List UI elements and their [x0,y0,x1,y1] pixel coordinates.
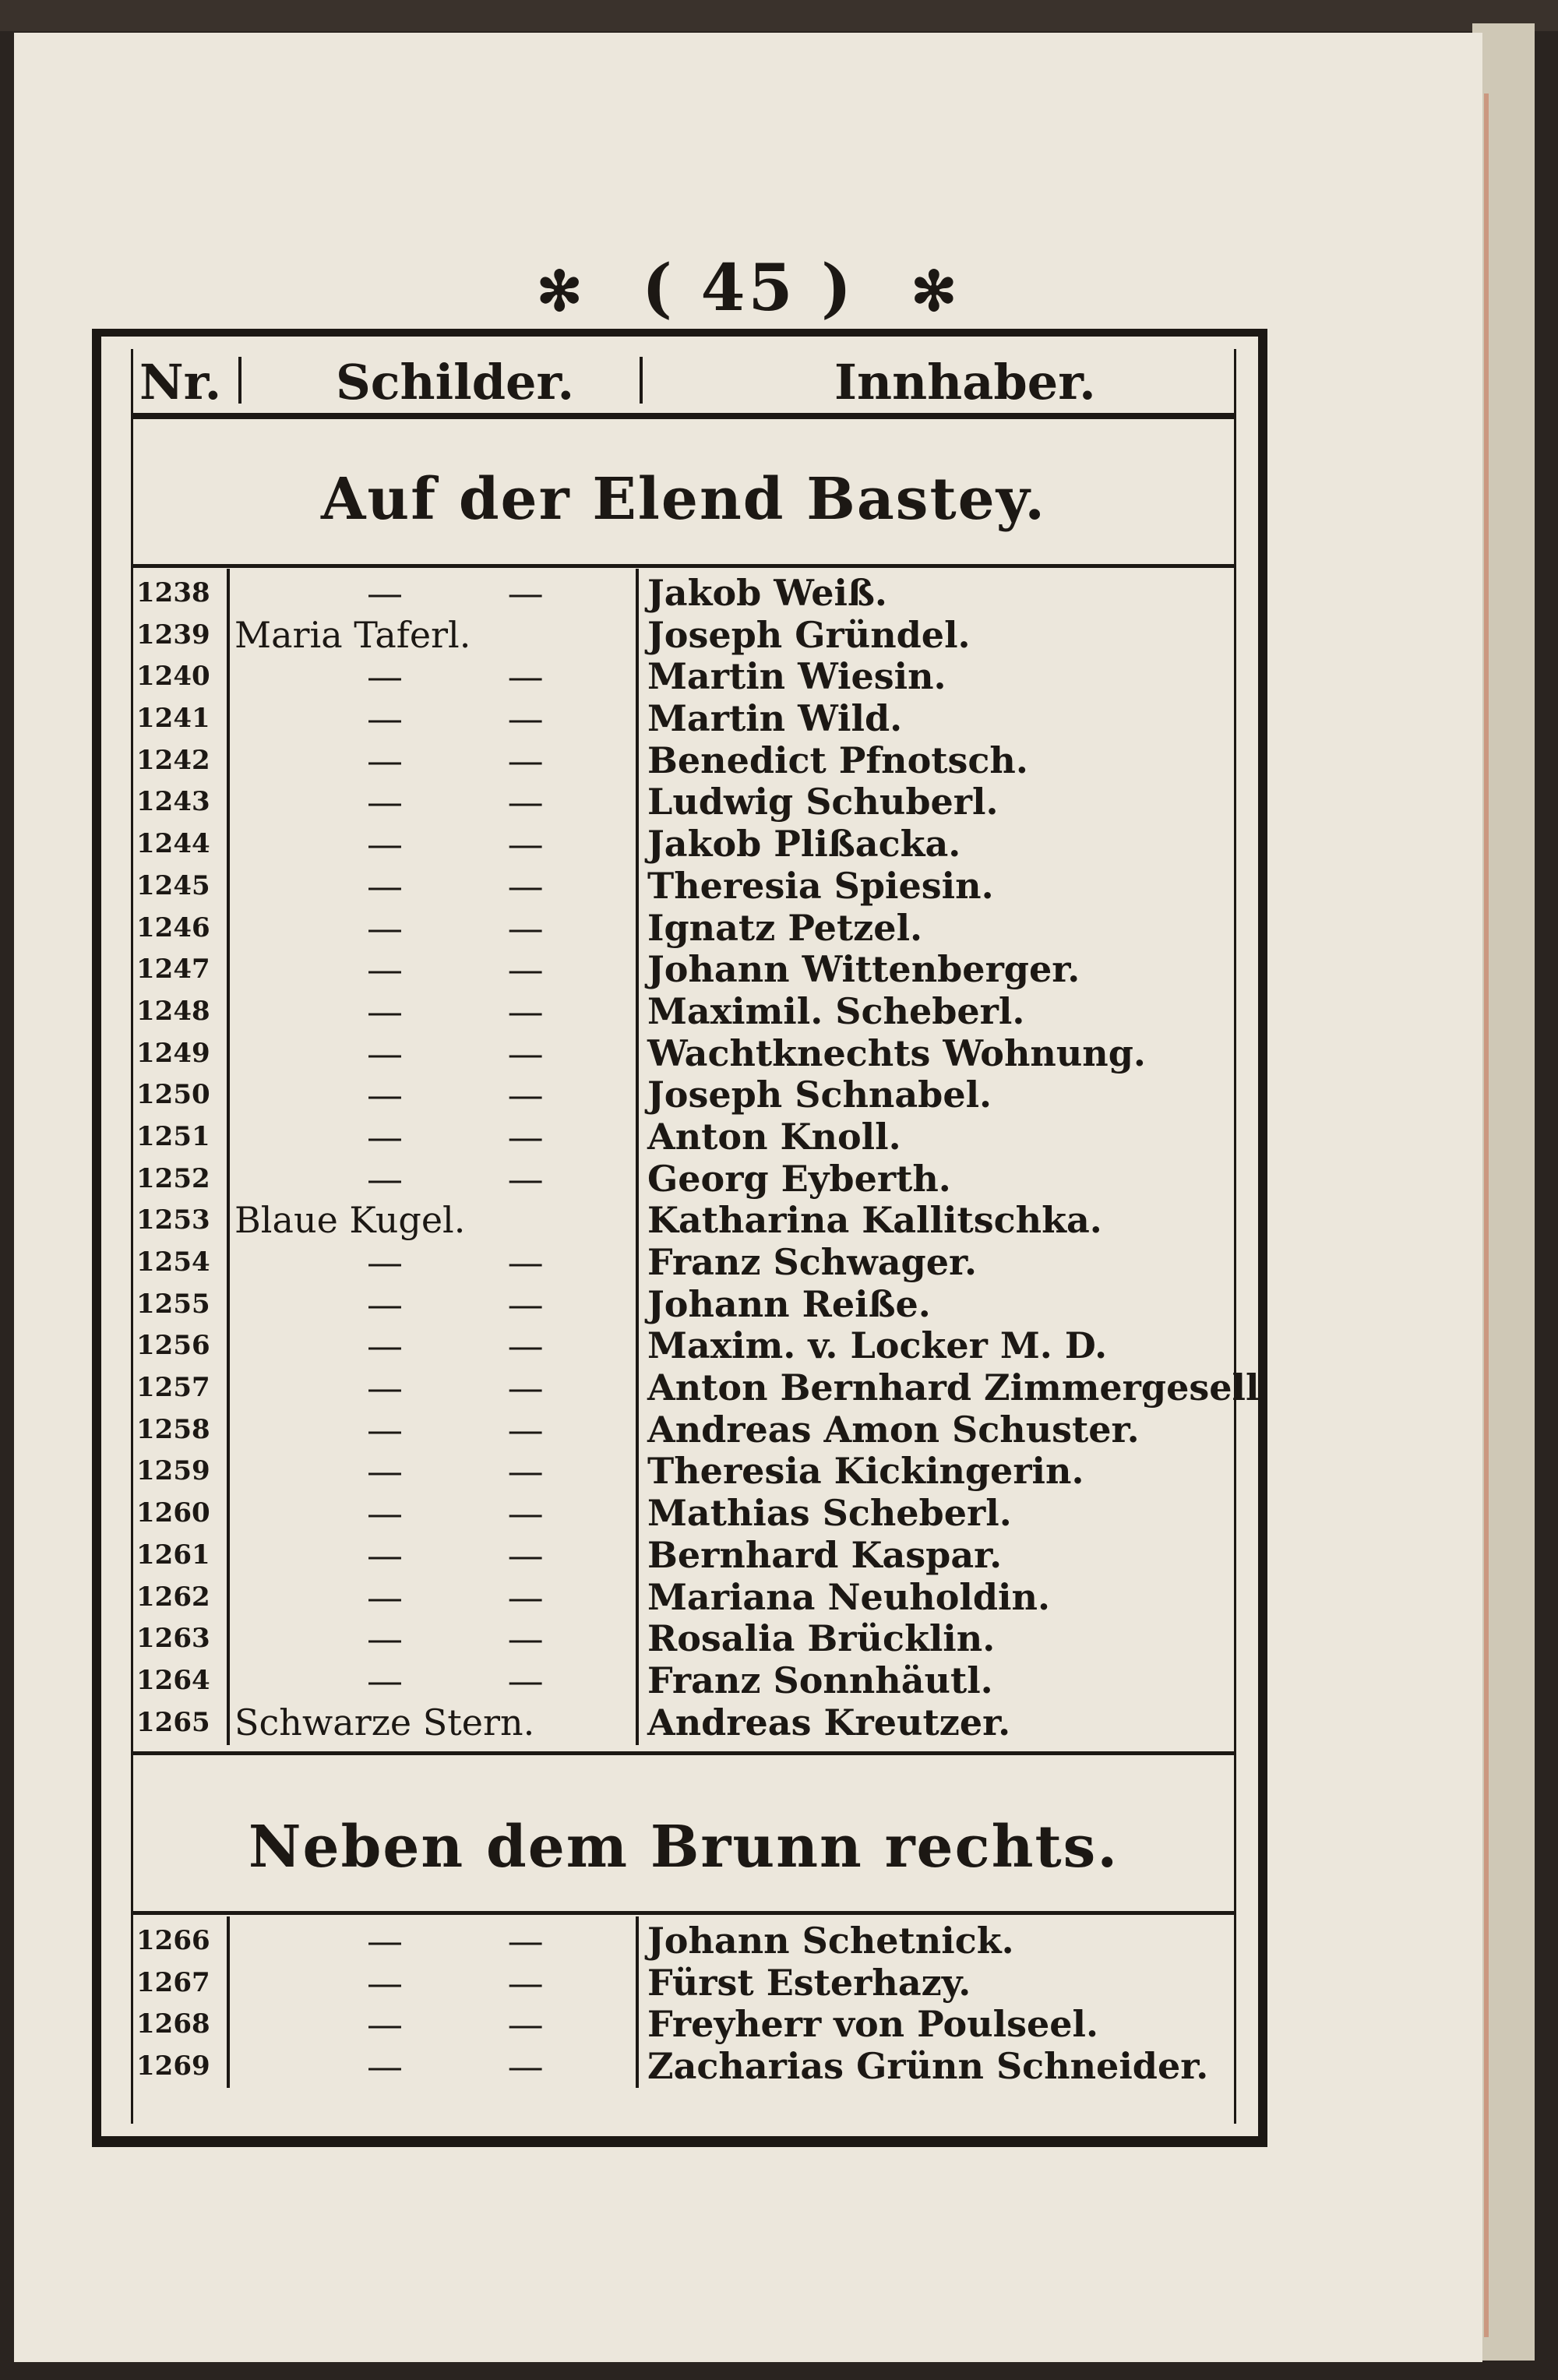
row-owner: Franz Schwager. [647,1241,978,1283]
table-row [133,781,1234,823]
row-sign: — — [367,739,590,781]
row-sign: — — [367,1241,590,1283]
row-number: 1243 [136,786,210,818]
row-sign: — — [367,1408,590,1451]
table-row [133,1032,1234,1074]
row-sign: — — [367,2003,590,2046]
row-owner: Ignatz Petzel. [647,906,923,949]
row-number: 1238 [136,577,210,608]
row-owner: Theresia Kickingerin. [647,1450,1084,1493]
row-owner: Fürst Esterhazy. [647,1961,971,2004]
row-owner: Jakob Weiß. [647,572,887,614]
table-row [133,1074,1234,1116]
row-owner: Benedict Pfnotsch. [647,739,1028,781]
row-owner: Joseph Schnabel. [647,1074,992,1116]
row-number: 1254 [136,1246,210,1278]
row-owner: Katharina Kallitschka. [647,1199,1102,1242]
section-title-1: Auf der Elend Bastey. [321,466,1046,533]
row-owner: Anton Knoll. [647,1115,901,1158]
table-row [133,865,1234,907]
row-number: 1240 [136,661,210,693]
table-row [133,2003,1234,2045]
ornament-right-icon: ✻ [911,259,961,323]
row-owner: Bernhard Kaspar. [647,1533,1003,1576]
page-edge-stain [1484,93,1489,2337]
row-number: 1251 [136,1120,210,1152]
row-owner: Maximil. Scheberl. [647,989,1025,1032]
row-number: 1261 [136,1539,210,1571]
table-row [133,1241,1234,1283]
table-row [133,1534,1234,1576]
row-number: 1248 [136,995,210,1027]
row-number: 1250 [136,1079,210,1111]
row-sign: — — [367,1575,590,1618]
table-inner [131,349,1260,2124]
table-row [133,739,1234,781]
column-header-nr: Nr. [139,354,222,411]
table-row [133,1701,1234,1744]
table-row [133,1962,1234,2004]
page-header [14,251,1482,326]
row-sign: — — [367,1074,590,1116]
table-row [133,990,1234,1032]
row-sign: Maria Taferl. [234,613,471,656]
row-sign: — — [367,1450,590,1493]
header-divider-2 [640,357,643,404]
row-sign: — — [367,1282,590,1325]
row-sign: — — [367,948,590,991]
row-sign: — — [367,1920,590,1962]
row-sign: — — [367,1659,590,1701]
table-row [133,1659,1234,1701]
section-rows-1 [133,572,1260,1744]
section-title-2: Neben dem Brunn rechts. [248,1814,1119,1881]
row-sign: Schwarze Stern. [234,1701,535,1744]
row-number: 1247 [136,954,210,985]
row-number: 1242 [136,744,210,776]
table-row [133,823,1234,865]
table-row [133,1366,1260,1409]
row-owner: Georg Eyberth. [647,1157,951,1200]
row-owner: Andreas Amon Schuster. [647,1408,1140,1451]
row-number: 1268 [136,2008,210,2040]
row-number: 1269 [136,2050,210,2082]
row-sign: — — [367,989,590,1032]
row-owner: Franz Sonnhäutl. [647,1659,993,1701]
row-number: 1245 [136,869,210,901]
row-owner: Johann Reiße. [647,1282,931,1325]
row-sign: — — [367,655,590,698]
row-number: 1260 [136,1497,210,1529]
table-row [133,1576,1234,1618]
row-sign: — — [367,781,590,823]
row-sign: — — [367,1492,590,1535]
column-header-row [133,349,1234,419]
table-row [133,2045,1234,2087]
background-top [0,0,1558,31]
row-owner: Martin Wild. [647,697,903,740]
table-row [133,1158,1234,1200]
row-owner: Johann Wittenberger. [647,948,1080,991]
page-number: ( 45 ) [642,251,855,326]
section-rule-3 [133,1911,1234,1915]
row-number: 1256 [136,1330,210,1362]
row-number: 1267 [136,1966,210,1998]
row-sign: — — [367,1115,590,1158]
row-number: 1266 [136,1925,210,1956]
section-rows-2 [133,1920,1234,2087]
row-sign: — — [367,1324,590,1367]
row-owner: Andreas Kreutzer. [647,1701,1011,1744]
table-row [133,1199,1234,1241]
table-row [133,1283,1234,1325]
row-number: 1244 [136,828,210,860]
row-owner: Rosalia Brücklin. [647,1617,996,1660]
table-row [133,1409,1234,1451]
row-number: 1263 [136,1623,210,1655]
column-header-schilder: Schilder. [336,354,575,411]
row-sign: — — [367,697,590,740]
row-owner: Mariana Neuholdin. [647,1575,1050,1618]
row-sign: — — [367,1961,590,2004]
table-row [133,1920,1234,1962]
table-row [133,697,1234,739]
row-owner: Martin Wiesin. [647,655,946,698]
row-sign: — — [367,572,590,614]
table-row [133,1492,1234,1534]
table-row [133,1116,1234,1158]
row-number: 1264 [136,1664,210,1696]
row-sign: — — [367,906,590,949]
table-row [133,655,1234,697]
row-sign: — — [367,823,590,866]
row-sign: — — [367,1617,590,1660]
section-rule-2 [133,1751,1234,1755]
row-number: 1249 [136,1037,210,1069]
row-owner: Freyherr von Poulseel. [647,2003,1099,2046]
header-divider-1 [238,357,241,404]
row-number: 1252 [136,1162,210,1194]
row-owner: Joseph Gründel. [647,613,971,656]
row-sign: — — [367,1157,590,1200]
row-number: 1258 [136,1413,210,1445]
row-owner: Maxim. v. Locker M. D. [647,1324,1108,1367]
book-page [14,33,1482,2362]
row-number: 1257 [136,1372,210,1404]
row-number: 1246 [136,911,210,943]
row-number: 1253 [136,1204,210,1236]
row-owner: Mathias Scheberl. [647,1492,1012,1535]
table-row [133,614,1234,656]
row-owner: Wachtknechts Wohnung. [647,1031,1146,1074]
row-owner: Johann Schetnick. [647,1920,1014,1962]
row-number: 1265 [136,1706,210,1738]
row-sign: — — [367,1031,590,1074]
row-sign: — — [367,864,590,907]
table-frame [92,329,1267,2147]
row-number: 1241 [136,703,210,735]
table-row [133,1450,1234,1492]
row-sign: — — [367,2045,590,2088]
row-sign: — — [367,1366,590,1409]
row-sign: — — [367,1533,590,1576]
row-owner: Theresia Spiesin. [647,864,994,907]
row-owner: Anton Bernhard Zimmergesell [647,1366,1260,1409]
row-owner: Zacharias Grünn Schneider. [647,2045,1209,2088]
row-owner: Jakob Plißacka. [647,823,961,866]
row-number: 1259 [136,1455,210,1487]
table-row [133,1617,1234,1659]
section-rule-1 [133,564,1234,568]
table-row [133,948,1234,990]
row-owner: Ludwig Schuberl. [647,781,999,823]
row-number: 1239 [136,619,210,651]
ornament-left-icon: ✻ [536,259,586,323]
row-number: 1262 [136,1581,210,1613]
column-header-innhaber: Innhaber. [834,354,1096,411]
table-row [133,1324,1234,1366]
table-row [133,572,1234,614]
table-row [133,907,1234,949]
row-sign: Blaue Kugel. [234,1199,466,1242]
row-number: 1255 [136,1288,210,1320]
